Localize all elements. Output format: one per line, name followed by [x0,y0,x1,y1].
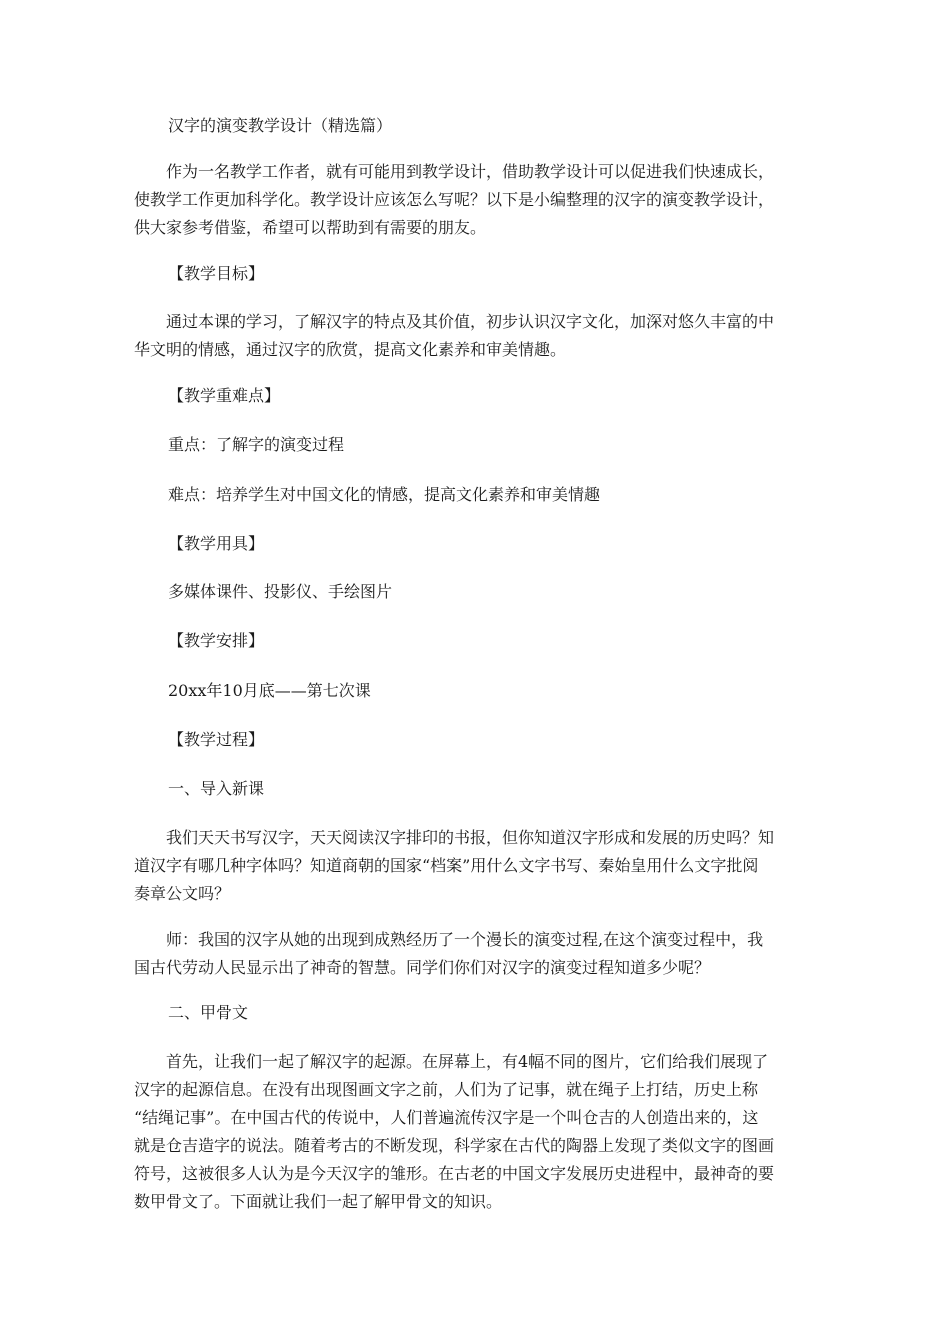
goal-paragraph [134,308,774,364]
intro-paragraph [134,158,774,242]
paragraph-line: “结绳记事”。在中国古代的传说中，人们普遍流传汉字是一个叫仓吉的人创造出来的，这 [134,1108,759,1127]
paragraph-line: 就是仓吉造字的说法。随着考古的不断发现，科学家在古代的陶器上发现了类似文字的图画 [134,1136,775,1155]
schedule-text: 20xx年10月底——第七次课 [168,681,371,700]
paragraph-line: 汉字的起源信息。在没有出现图画文字之前，人们为了记事，就在绳子上打结，历史上称 [134,1080,759,1099]
section-1-title: 一、导入新课 [168,779,265,798]
heading-key-points: 【教学重难点】 [168,386,281,405]
paragraph-line: 首先，让我们一起了解汉字的起源。在屏幕上，有4幅不同的图片，它们给我们展现了 [134,1052,769,1071]
paragraph-line: 师：我国的汉字从她的出现到成熟经历了一个漫长的演变过程,在这个演变过程中，我 [134,930,764,949]
goal-line: 通过本课的学习，了解汉字的特点及其价值，初步认识汉字文化，加深对悠久丰富的中 [134,312,775,331]
paragraph-line: 我们天天书写汉字，天天阅读汉字排印的书报，但你知道汉字形成和发展的历史吗？知 [134,828,775,847]
hard-point: 难点：培养学生对中国文化的情感，提高文化素养和审美情趣 [168,485,601,504]
heading-schedule: 【教学安排】 [168,631,265,650]
intro-line: 供大家参考借鉴，希望可以帮助到有需要的朋友。 [134,218,487,237]
section-2-paragraph-1 [134,1048,774,1216]
paragraph-line: 奏章公文吗？ [134,884,231,903]
paragraph-line: 符号，这被很多人认为是今天汉字的雏形。在古老的中国文字发展历史进程中，最神奇的要 [134,1164,775,1183]
intro-line: 使教学工作更加科学化。教学设计应该怎么写呢？以下是小编整理的汉字的演变教学设计， [134,190,775,209]
section-1-paragraph-2 [134,926,763,982]
intro-line: 作为一名教学工作者，就有可能用到教学设计，借助教学设计可以促进我们快速成长， [134,162,775,181]
heading-process: 【教学过程】 [168,730,265,749]
goal-line: 华文明的情感，通过汉字的欣赏，提高文化素养和审美情趣。 [134,340,567,359]
heading-goal: 【教学目标】 [168,264,265,283]
section-1-paragraph-1 [134,824,774,908]
heading-tools: 【教学用具】 [168,534,265,553]
document-title: 汉字的演变教学设计（精选篇） [168,116,393,135]
section-2-title: 二、甲骨文 [168,1003,249,1022]
paragraph-line: 道汉字有哪几种字体吗？知道商朝的国家“档案”用什么文字书写、秦始皇用什么文字批阅 [134,856,759,875]
paragraph-line: 国古代劳动人民显示出了神奇的智慧。同学们你们对汉字的演变过程知道多少呢？ [134,958,711,977]
tools-list: 多媒体课件、投影仪、手绘图片 [168,582,393,601]
key-point: 重点：了解字的演变过程 [168,435,345,454]
paragraph-line: 数甲骨文了。下面就让我们一起了解甲骨文的知识。 [134,1192,503,1211]
